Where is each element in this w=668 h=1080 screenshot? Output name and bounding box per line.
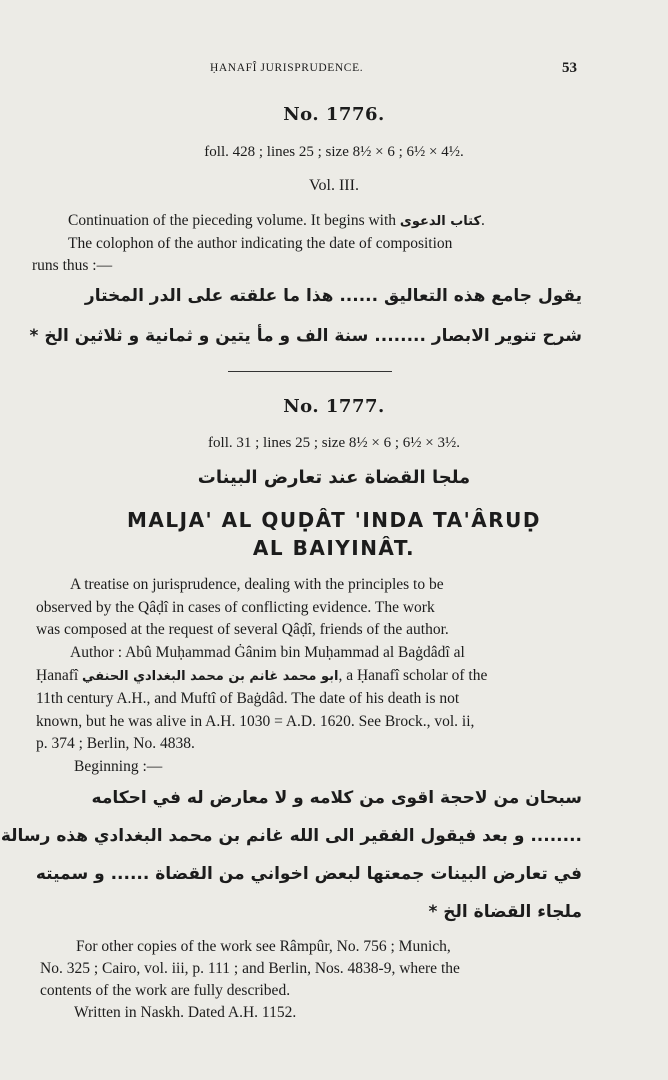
other-copies-line-1: For other copies of the work see Râmpûr, No. 756 ; Munich, bbox=[76, 938, 451, 955]
written-dated: Written in Naskh. Dated A.H. 1152. bbox=[74, 1004, 297, 1021]
beginning-arabic-line-3: في تعارض البينات جمعتها لبعض اخواني من القضاة ...... و سميته bbox=[35, 864, 582, 884]
section-divider bbox=[228, 371, 392, 372]
author-nisba: Ḥanafî bbox=[36, 667, 79, 684]
entry-1776-volume: Vol. III. bbox=[309, 177, 359, 194]
description-line-1: A treatise on jurisprudence, dealing with the principles to be bbox=[70, 576, 444, 593]
description-line-3: was composed at the request of several Qâḍî, friends of the author. bbox=[36, 621, 449, 638]
author-line-5: p. 374 ; Berlin, No. 4838. bbox=[36, 735, 195, 752]
colophon-arabic-line-2: شرح تنوير الابصار ........ سنة الف و مأ يتين و ثمانية و ثلاثين الخ * bbox=[29, 326, 582, 346]
entry-1777-number: No. 1777. bbox=[283, 396, 385, 417]
author-arabic-name: ابو محمد غانم بن محمد البغدادي الحنفي bbox=[82, 669, 339, 684]
continuation-text: Continuation of the pieceding volume. It begins with bbox=[68, 212, 397, 229]
work-title-line-1: MALJA' AL QUḌÂT 'INDA TA'ÂRUḌ bbox=[127, 508, 541, 532]
continuation-paragraph bbox=[68, 210, 485, 233]
other-copies-line-2: No. 325 ; Cairo, vol. iii, p. 111 ; and Berlin, Nos. 4838-9, where the bbox=[40, 960, 460, 977]
entry-1776-number: No. 1776. bbox=[283, 104, 385, 125]
continuation-arabic: كتاب الدعوى bbox=[399, 214, 482, 229]
beginning-arabic-line-2: ........ و بعد فيقول الفقير الى الله غانم بن محمد البغدادي هذه رسالة bbox=[0, 826, 582, 846]
colophon-line-1: The colophon of the author indicating the date of composition bbox=[68, 235, 453, 252]
entry-1776-collation: foll. 428 ; lines 25 ; size 8½ × 6 ; 6½ × 4½. bbox=[204, 144, 464, 160]
author-line-4: known, but he was alive in A.H. 1030 = A.D. 1620. See Brock., vol. ii, bbox=[36, 713, 475, 730]
description-line-2: observed by the Qâḍî in cases of conflicting evidence. The work bbox=[36, 599, 435, 616]
colophon-arabic-line-1: يقول جامع هذه التعاليق ...... هذا ما علقته على الدر المختار bbox=[84, 286, 582, 306]
entry-1777-collation: foll. 31 ; lines 25 ; size 8½ × 6 ; 6½ × 3½. bbox=[208, 435, 460, 451]
beginning-arabic-line-1: سبحان من لاحجة اقوى من كلامه و لا معارض له في احكامه bbox=[91, 788, 582, 808]
arabic-title: ملجا القضاة عند تعارض البينات bbox=[197, 467, 471, 488]
author-line-1: Author : Abû Muḥammad Ġânim bin Muḥammad al Baġdâdî al bbox=[70, 644, 465, 661]
page-number: 53 bbox=[562, 60, 577, 76]
beginning-arabic-line-4: ملجاء القضاة الخ * bbox=[428, 902, 582, 922]
continuation-end: . bbox=[481, 212, 485, 229]
colophon-line-2: runs thus :— bbox=[32, 257, 113, 274]
other-copies-line-3: contents of the work are fully described. bbox=[40, 982, 291, 999]
work-title-line-2: AL BAIYINÂT. bbox=[252, 536, 416, 560]
author-line-2-end: , a Ḥanafî scholar of the bbox=[338, 667, 488, 684]
beginning-label: Beginning :— bbox=[74, 758, 163, 775]
author-line-3: 11th century A.H., and Muftî of Baġdâd. The date of his death is not bbox=[36, 690, 460, 707]
author-line-2 bbox=[36, 665, 487, 688]
running-title: ḤANAFÎ JURISPRUDENCE. bbox=[210, 62, 364, 74]
